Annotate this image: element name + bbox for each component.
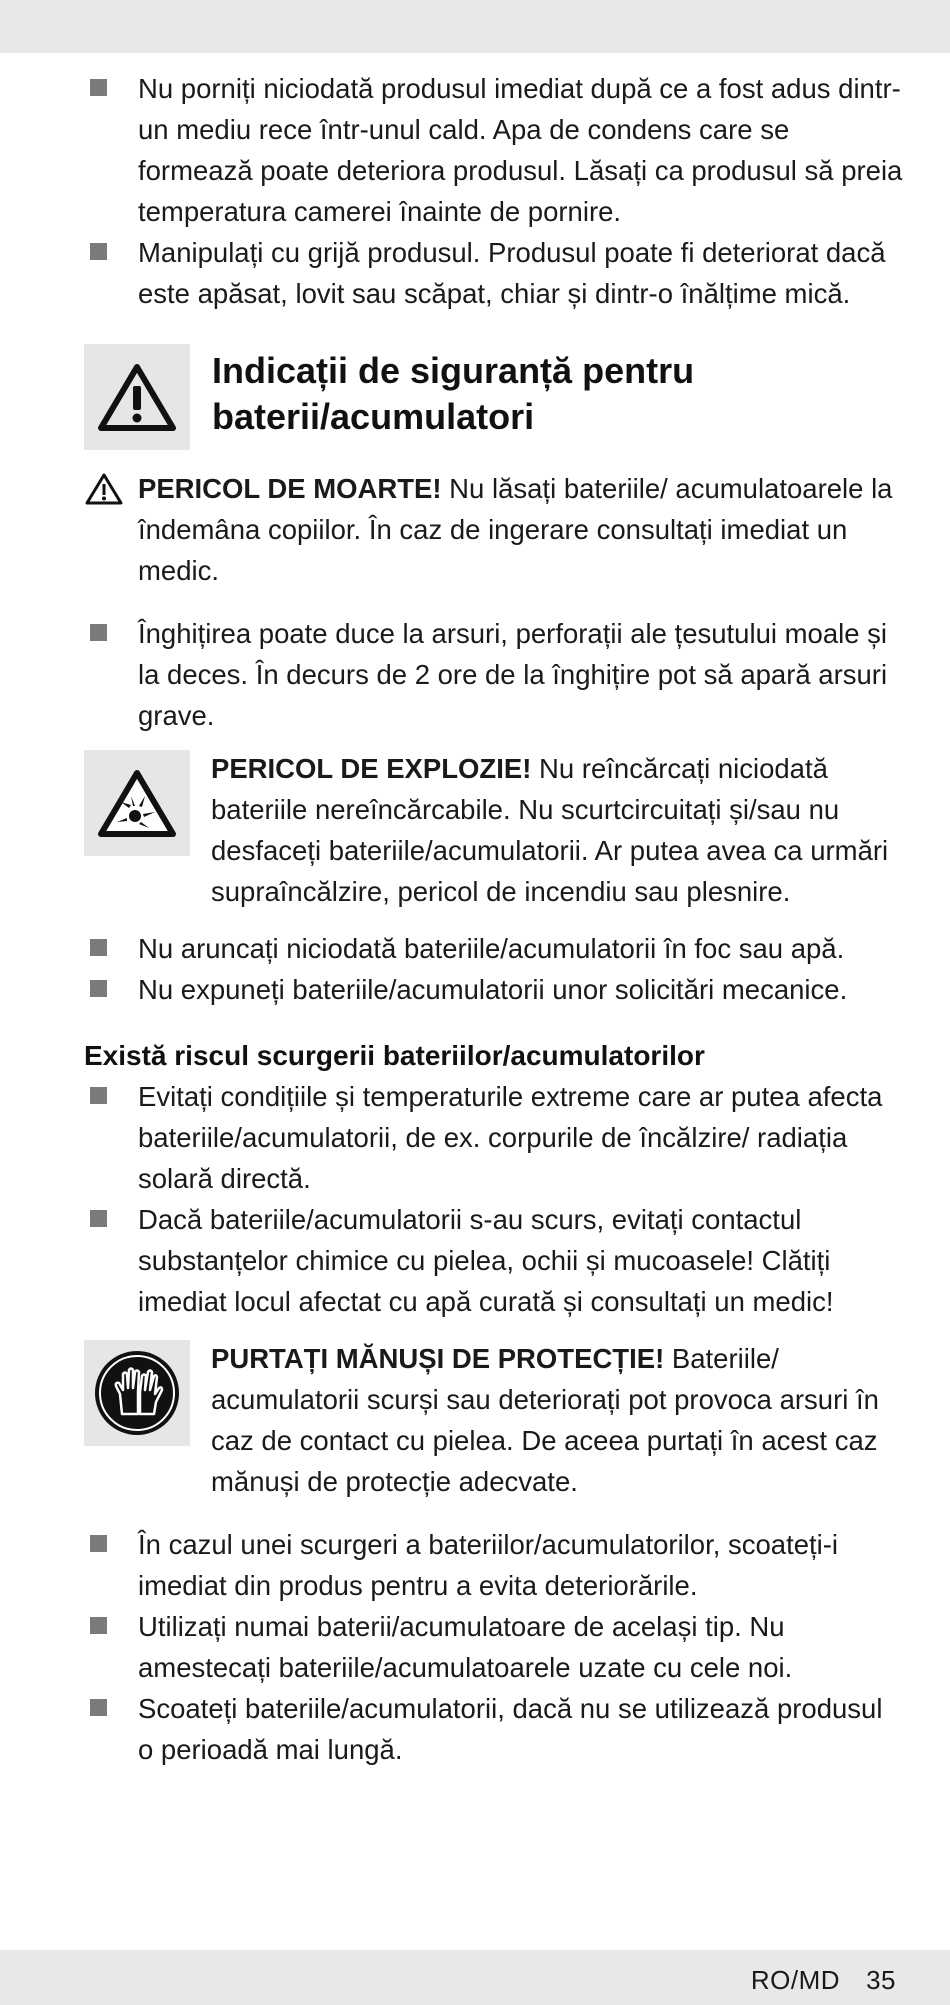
gloves-text: Bateriile/ acumulatorii scurși sau deteriorați pot provoca arsuri în caz de contact cu pielea. De aceea purtați în acest caz mănuși de protecție adecvate. <box>211 1343 879 1497</box>
bullet-square-icon <box>90 1535 107 1552</box>
warning-triangle-icon <box>84 344 190 450</box>
bullet-square-icon <box>90 1699 107 1716</box>
bullet-square-icon <box>90 1617 107 1634</box>
list-item-text: Înghițirea poate duce la arsuri, perforații ale țesutului moale și la deces. În decurs de 2 ore de la înghițire pot să apară arsuri grave. <box>138 618 888 731</box>
list-item-text: Dacă bateriile/acumulatorii s-au scurs, evitați contactul substanțelor chimice cu pielea, ochii și mucoasele! Clătiți imediat locul afectat cu apă curată și consultați un medic! <box>138 1204 834 1317</box>
bullet-square-icon <box>90 980 107 997</box>
page-content <box>84 68 904 1770</box>
list-item <box>84 1076 904 1199</box>
list-item-text: Manipulați cu grijă produsul. Produsul poate fi deteriorat dacă este apăsat, lovit sau scăpat, chiar și dintr-o înălțime mică. <box>138 237 886 309</box>
header-band <box>0 0 950 53</box>
list-item-text: Scoateți bateriile/acumulatorii, dacă nu se utilizează produsul o perioadă mai lungă. <box>138 1693 883 1765</box>
explosion-label: PERICOL DE EXPLOZIE! <box>211 753 532 784</box>
explosion-warning <box>84 748 904 912</box>
list-item <box>84 969 904 1010</box>
bullet-square-icon <box>90 1087 107 1104</box>
list-item-text: Utilizați numai baterii/acumulatoare de același tip. Nu amestecați bateriile/acumulatoarele uzate cu cele noi. <box>138 1611 793 1683</box>
section-title <box>212 348 694 440</box>
gloves-label: PURTAȚI MĂNUȘI DE PROTECȚIE! <box>211 1343 665 1374</box>
list-item-text: Nu expuneți bateriile/acumulatorii unor solicitări mecanice. <box>138 974 848 1005</box>
explosion-text: Nu reîncărcați niciodată bateriile nereîncărcabile. Nu scurtcircuitați și/sau nu desfaceți bateriile/acumulatorii. Ar putea avea ca urmări supraîncălzire, pericol de incendiu sau plesnire. <box>211 753 889 907</box>
bullet-square-icon <box>90 1210 107 1227</box>
gloves-warning <box>84 1338 904 1502</box>
danger-label: PERICOL DE MOARTE! <box>138 473 442 504</box>
list-item <box>84 232 904 314</box>
protective-gloves-icon <box>84 1340 190 1446</box>
section-title-line1: Indicații de siguranță pentru <box>212 350 695 391</box>
danger-death-notice <box>84 468 904 591</box>
page-number: 35 <box>866 1965 896 1995</box>
list-item <box>84 1524 904 1606</box>
list-item-text: Evitați condițiile și temperaturile extreme care ar putea afecta bateriile/acumulatorii, de ex. corpurile de încălzire/ radiația solară directă. <box>138 1081 883 1194</box>
section-title-line2: baterii/acumulatori <box>212 396 535 437</box>
list-item <box>84 1606 904 1688</box>
list-item <box>84 1688 904 1770</box>
list-item <box>84 928 904 969</box>
list-item-text: În cazul unei scurgeri a bateriilor/acumulatorilor, scoateți-i imediat din produs pentru a evita deteriorările. <box>138 1529 839 1601</box>
section-heading <box>84 344 904 450</box>
leak-heading: Există riscul scurgerii bateriilor/acumulatorilor <box>84 1040 705 1071</box>
bullet-square-icon <box>90 79 107 96</box>
list-item-text: Nu aruncați niciodată bateriile/acumulatorii în foc sau apă. <box>138 933 845 964</box>
small-warning-triangle-icon <box>84 472 124 517</box>
list-item-text: Nu porniți niciodată produsul imediat după ce a fost adus dintr-un mediu rece într-unul cald. Apa de condens care se formează poate deteriora produsul. Lăsați ca produsul să preia temperatura camerei înainte de pornire. <box>138 73 903 227</box>
danger-text: Nu lăsați bateriile/ acumulatoarele la îndemâna copiilor. În caz de ingerare consultați imediat un medic. <box>138 473 893 586</box>
page-footer <box>751 1965 896 1996</box>
list-item <box>84 613 904 736</box>
list-item <box>84 68 904 232</box>
bullet-square-icon <box>90 624 107 641</box>
footer-language: RO/MD <box>750 1965 841 1995</box>
explosion-hazard-icon <box>84 750 190 856</box>
bullet-square-icon <box>90 939 107 956</box>
list-item <box>84 1199 904 1322</box>
bullet-square-icon <box>90 243 107 260</box>
